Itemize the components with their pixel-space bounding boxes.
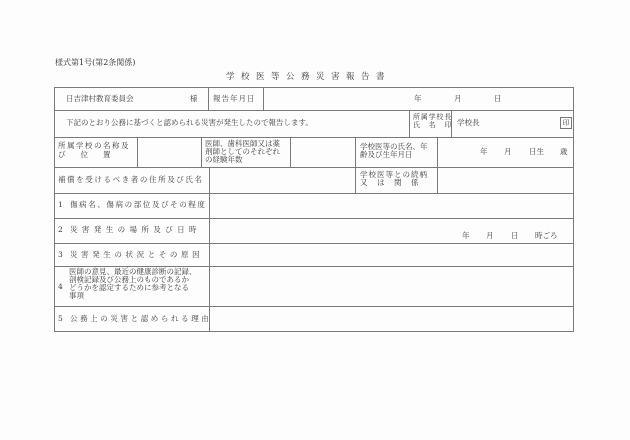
school-label-2: び 位 置 — [58, 150, 111, 159]
honorific: 様 — [190, 94, 198, 103]
item-2-month: 月 — [486, 231, 494, 240]
experience-years-field[interactable] — [291, 138, 354, 166]
relation-field[interactable] — [438, 168, 572, 192]
col-divider — [355, 137, 356, 193]
principal-name-value: 学校長 — [457, 118, 480, 127]
item-5-field[interactable] — [210, 307, 572, 330]
item-4-label-1: 医師の意見、最近の健康診断の記録、 — [69, 267, 197, 276]
relation-label-1: 学校医等との続柄 — [360, 170, 428, 179]
table-border-bottom — [54, 331, 574, 332]
item-5-number: 5 — [58, 314, 63, 323]
item-3-field[interactable] — [210, 244, 572, 265]
item-2-day: 日 — [511, 231, 519, 240]
experience-label-2: 剤師としてのそれぞれ — [205, 147, 280, 156]
report-date-label: 報告年月日 — [213, 94, 256, 103]
item-5-label: 公務上の災害と認められる理由 — [70, 314, 212, 323]
item-1-label: 傷病名、傷病の部位及びその程度 — [70, 200, 207, 209]
school-label-1: 所属学校の名称及 — [58, 141, 130, 150]
principal-label-1: 所属学校長 — [413, 113, 452, 121]
item-4-field[interactable] — [210, 267, 572, 305]
form-id: 様式第1号(第2条関係) — [55, 58, 136, 67]
report-date-year: 年 — [414, 94, 422, 103]
table-border-left — [54, 87, 55, 332]
experience-label-3: の経験年数 — [205, 155, 243, 164]
table-border-right — [573, 87, 574, 332]
report-statement: 下記のとおり公務に基づくと認められる災害が発生したので報告します。 — [66, 118, 313, 127]
report-date-month: 月 — [454, 94, 462, 103]
item-4-number: 4 — [58, 282, 63, 291]
doctor-label-2: 齢及び生年月日 — [360, 150, 413, 159]
item-4-label-4: 事項 — [69, 291, 84, 300]
item-2-label: 災害発生の場所及び日時 — [70, 225, 201, 234]
seal-stamp-icon: 印 — [560, 117, 572, 129]
compensation-label: 補償を受けるべき者の住所及び氏名 — [58, 175, 204, 184]
col-divider — [409, 110, 410, 137]
item-2-year: 年 — [462, 231, 470, 240]
birth-month: 月 — [504, 147, 512, 156]
item-3-label: 災害発生の状況とその原因 — [70, 250, 204, 259]
addressee: 日吉津村教育委員会 — [66, 94, 134, 103]
birth-year: 年 — [480, 147, 488, 156]
item-2-time: 時ごろ — [535, 231, 558, 240]
report-date-day: 日 — [494, 94, 502, 103]
form-title: 学校医等公務災害報告書 — [226, 72, 392, 82]
compensation-field[interactable] — [210, 168, 354, 192]
relation-label-2: 又 は 関 係 — [360, 178, 420, 187]
principal-label-2: 氏 名 印 — [413, 121, 452, 129]
school-name-field[interactable] — [138, 138, 200, 166]
item-4-label-3: どうかを認定するために参考となる — [69, 283, 189, 292]
item-2-number: 2 — [58, 225, 63, 234]
age: 歳 — [560, 147, 568, 156]
col-divider — [201, 137, 202, 167]
item-4-label-2: 剖検記録及び公務上のものであるか — [69, 275, 189, 284]
item-3-number: 3 — [58, 250, 63, 259]
experience-label-1: 医師、歯科医師又は薬 — [205, 139, 280, 148]
item-1-field[interactable] — [210, 194, 572, 217]
doctor-label-1: 学校医等の氏名、年 — [360, 142, 428, 151]
item-1-number: 1 — [58, 200, 63, 209]
birth-day: 日生 — [529, 147, 544, 156]
col-divider — [208, 87, 209, 110]
